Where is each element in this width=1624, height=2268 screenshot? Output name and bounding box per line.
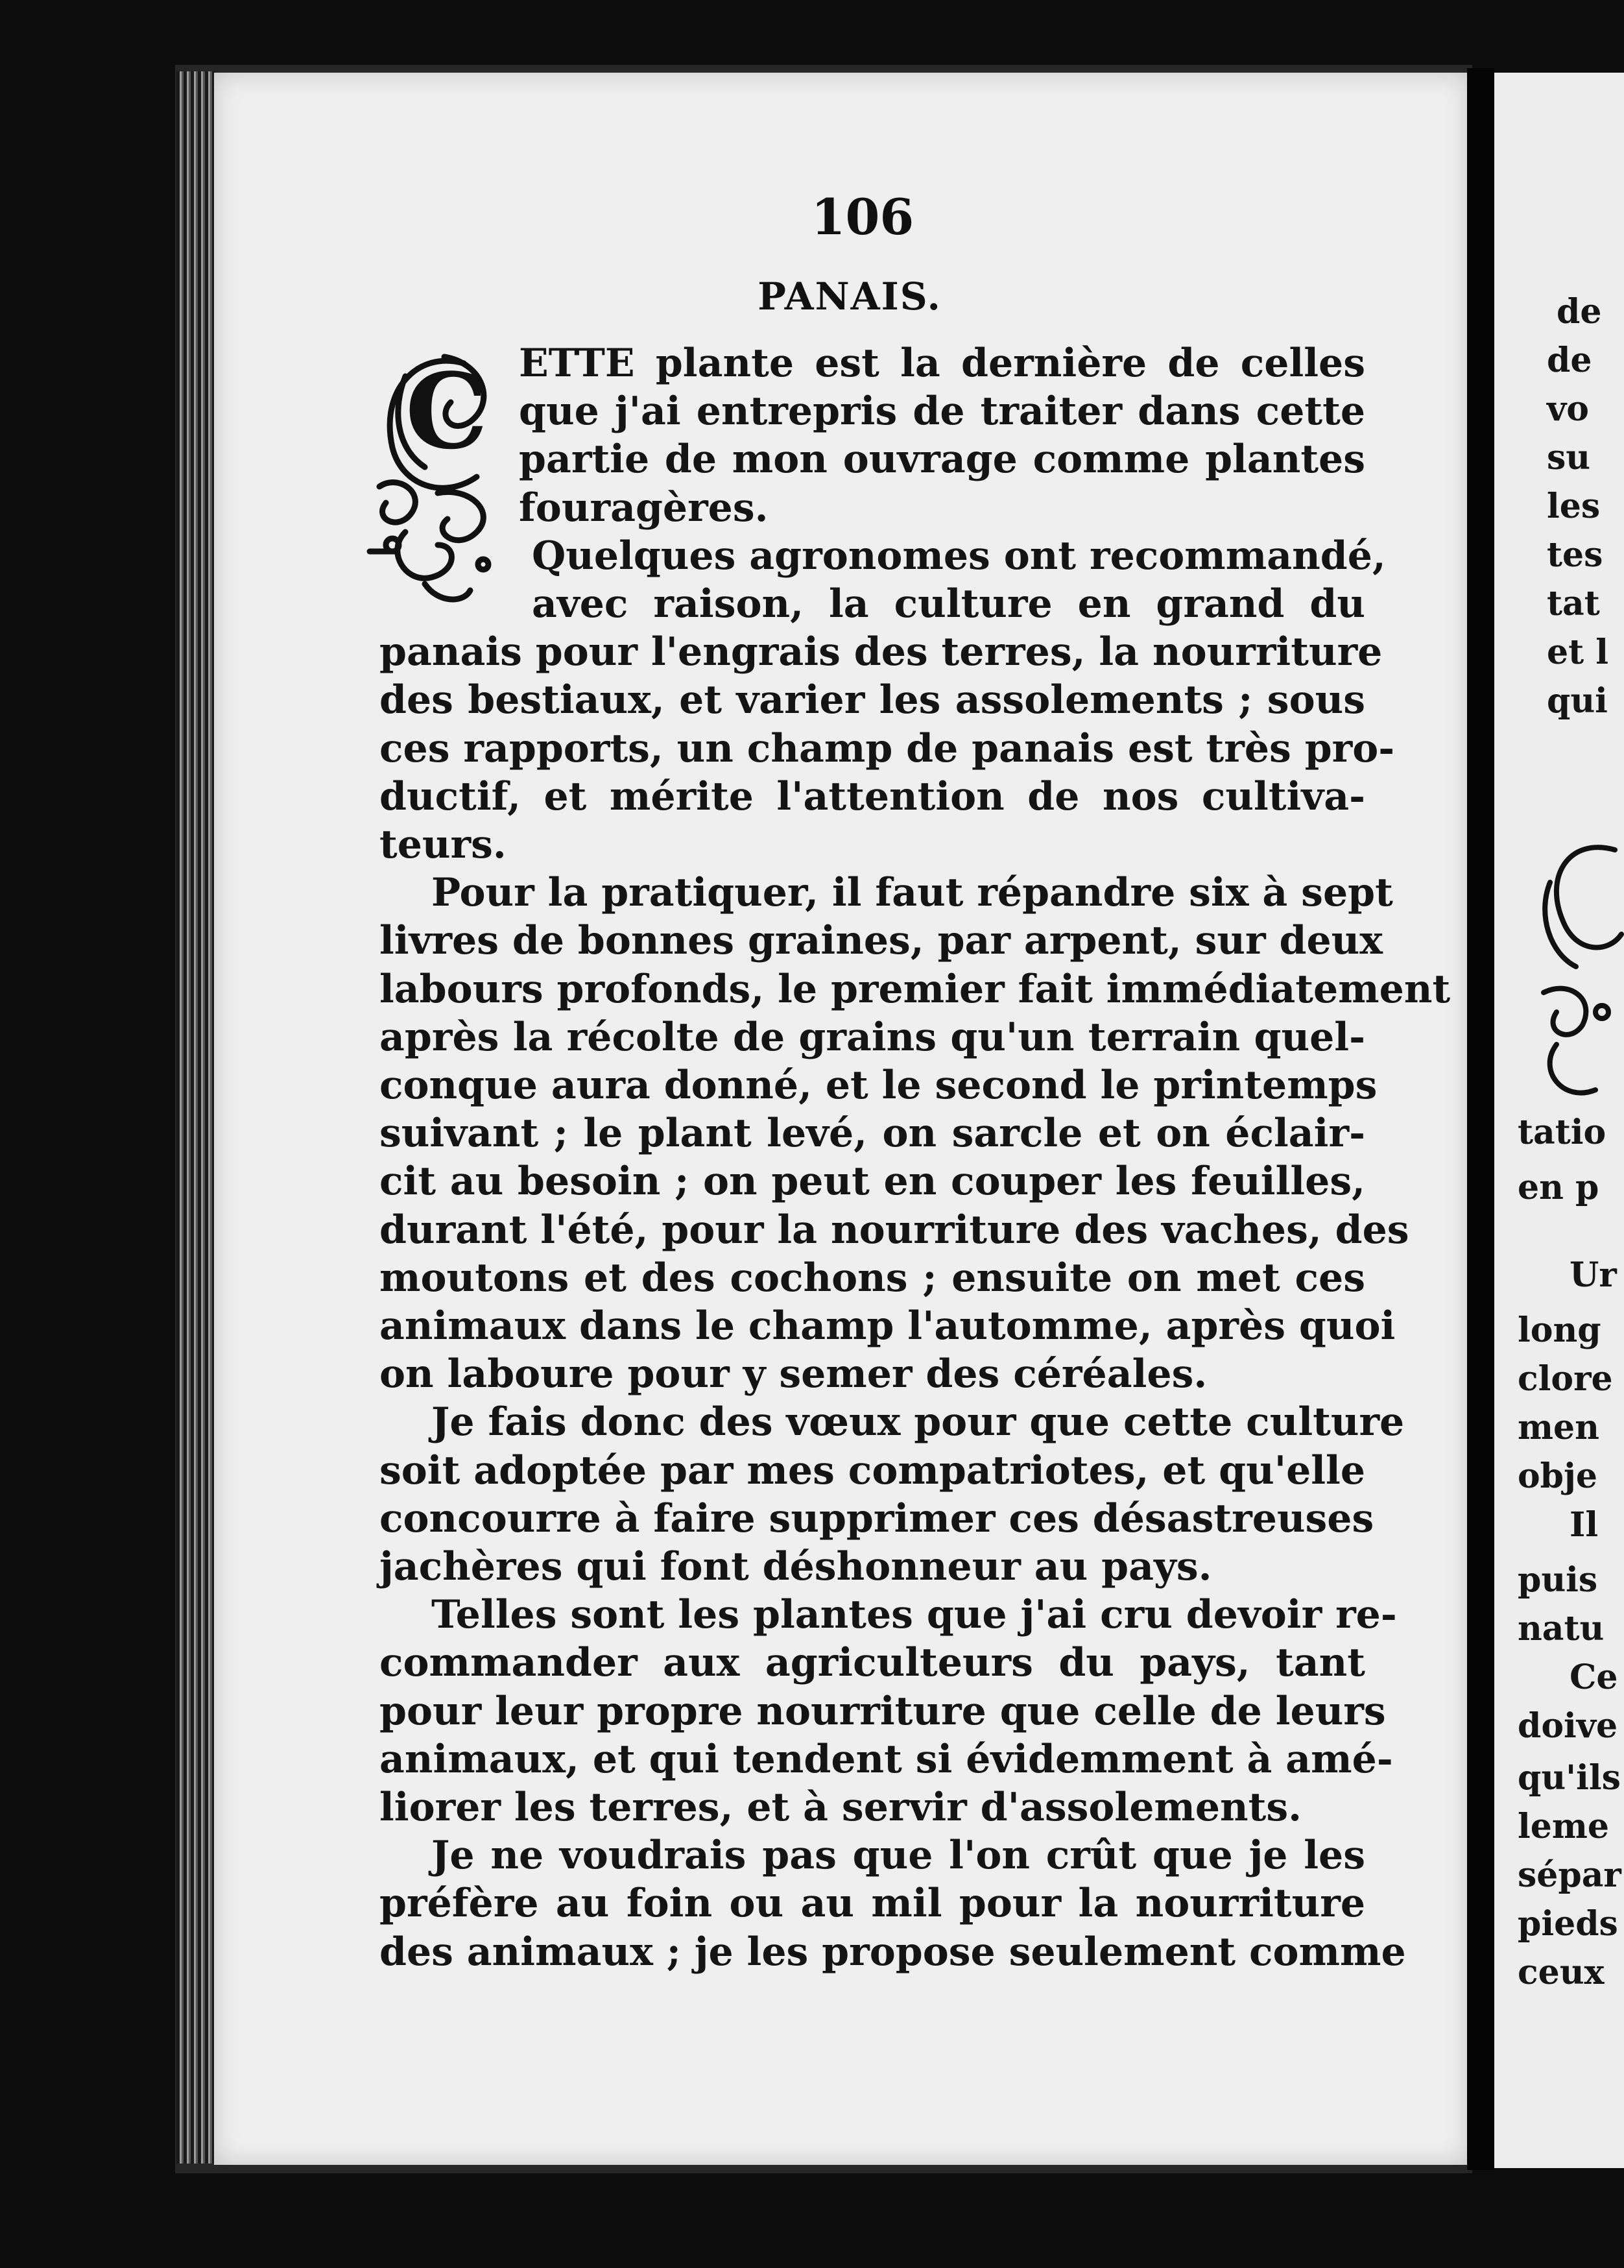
right-page-fragment: qu'ils <box>1518 1758 1621 1798</box>
right-page-fragment: su <box>1547 438 1591 477</box>
text-line: ductif, et mérite l'attention de nos cultiva- <box>379 773 1365 819</box>
right-page-fragment: vo <box>1547 389 1589 429</box>
text-line: Je fais donc des vœux pour que cette culture <box>431 1399 1405 1445</box>
text-line: commander aux agriculteurs du pays, tant <box>379 1640 1365 1686</box>
text-line: durant l'été, pour la nourriture des vaches, des <box>379 1207 1409 1253</box>
right-page-fragment: tatio <box>1518 1113 1606 1152</box>
text-line: jachères qui font déshonneur au pays. <box>379 1544 1212 1589</box>
right-page-fragment: les <box>1547 487 1601 526</box>
text-line: fouragères. <box>519 485 769 531</box>
text-line: animaux, et qui tendent si évidemment à amé- <box>379 1736 1393 1782</box>
right-page-fragment: Ce <box>1570 1658 1618 1697</box>
text-line: suivant ; le plant levé, on sarcle et on éclair- <box>379 1111 1365 1157</box>
right-page-fragment: men <box>1518 1408 1599 1447</box>
section-title: PANAIS. <box>758 274 942 319</box>
right-page-fragment: de <box>1557 292 1602 332</box>
text-line: Pour la pratiquer, il faut répandre six à sept <box>431 870 1393 916</box>
right-page-fragment: pieds <box>1518 1904 1618 1944</box>
text-line: Quelques agronomes ont recommandé, <box>532 533 1386 579</box>
right-page-drop-cap-fragment <box>1531 830 1621 1116</box>
right-page-fragment: puis <box>1518 1560 1598 1600</box>
text-line: panais pour l'engrais des terres, la nourriture <box>379 629 1383 675</box>
ornamental-drop-cap <box>366 337 509 616</box>
right-page-fragment: et l <box>1547 633 1608 672</box>
text-line: que j'ai entrepris de traiter dans cette <box>519 389 1365 435</box>
text-line: partie de mon ouvrage comme plantes <box>519 437 1365 483</box>
text-line: des animaux ; je les propose seulement comme <box>379 1929 1406 1975</box>
text-line: concourre à faire supprimer ces désastreuses <box>379 1495 1374 1541</box>
page-number: 106 <box>811 188 914 246</box>
text-line: labours profonds, le premier fait immédiatement <box>379 966 1451 1012</box>
right-page-fragment: clore <box>1518 1359 1613 1399</box>
page-edges <box>176 71 215 2164</box>
text-line: soit adoptée par mes compatriotes, et qu'elle <box>379 1447 1365 1493</box>
text-line: livres de bonnes graines, par arpent, sur deux <box>379 918 1383 964</box>
text-line: ces rapports, un champ de panais est très pro- <box>379 725 1395 771</box>
right-page-fragment: doive <box>1518 1706 1618 1746</box>
text-line: après la récolte de grains qu'un terrain quel- <box>379 1014 1365 1060</box>
right-page-fragment: Ur <box>1570 1255 1617 1295</box>
text-line: Telles sont les plantes que j'ai cru devoir re- <box>431 1592 1397 1638</box>
right-page-fragment: sépar <box>1518 1855 1621 1895</box>
text-line: teurs. <box>379 822 507 867</box>
right-page-fragment: en p <box>1518 1168 1599 1207</box>
text-line: préfère au foin ou au mil pour la nourriture <box>379 1881 1365 1927</box>
right-page-fragment: leme <box>1518 1807 1609 1846</box>
right-page-fragment: obje <box>1518 1456 1597 1496</box>
text-line: cit au besoin ; on peut en couper les feuilles, <box>379 1159 1365 1205</box>
text-line: ETTE plante est la dernière de celles <box>519 341 1365 386</box>
text-line: on laboure pour y semer des céréales. <box>379 1351 1208 1397</box>
gutter <box>1467 68 1494 2170</box>
right-page-fragment: tat <box>1547 584 1600 623</box>
right-page-fragment: natu <box>1518 1609 1605 1648</box>
right-page-fragment: tes <box>1547 535 1603 575</box>
text-line: Je ne voudrais pas que l'on crût que je les <box>431 1833 1365 1879</box>
text-line: animaux dans le champ l'automme, après quoi <box>379 1303 1396 1349</box>
right-page-fragment: de <box>1547 341 1592 380</box>
right-page-fragment: long <box>1518 1310 1601 1350</box>
text-line: moutons et des cochons ; ensuite on met ces <box>379 1255 1365 1301</box>
right-page-fragment: ceux <box>1518 1953 1605 1992</box>
right-page-fragment: qui <box>1547 681 1608 721</box>
text-line: liorer les terres, et à servir d'assolements. <box>379 1785 1302 1830</box>
text-line: des bestiaux, et varier les assolements ; sous <box>379 677 1365 723</box>
drop-cap-letter: C <box>405 350 488 472</box>
right-page-fragment: Il <box>1570 1505 1599 1545</box>
text-line: conque aura donné, et le second le printemps <box>379 1063 1378 1108</box>
text-line: pour leur propre nourriture que celle de leurs <box>379 1688 1386 1734</box>
text-line: avec raison, la culture en grand du <box>532 581 1365 627</box>
